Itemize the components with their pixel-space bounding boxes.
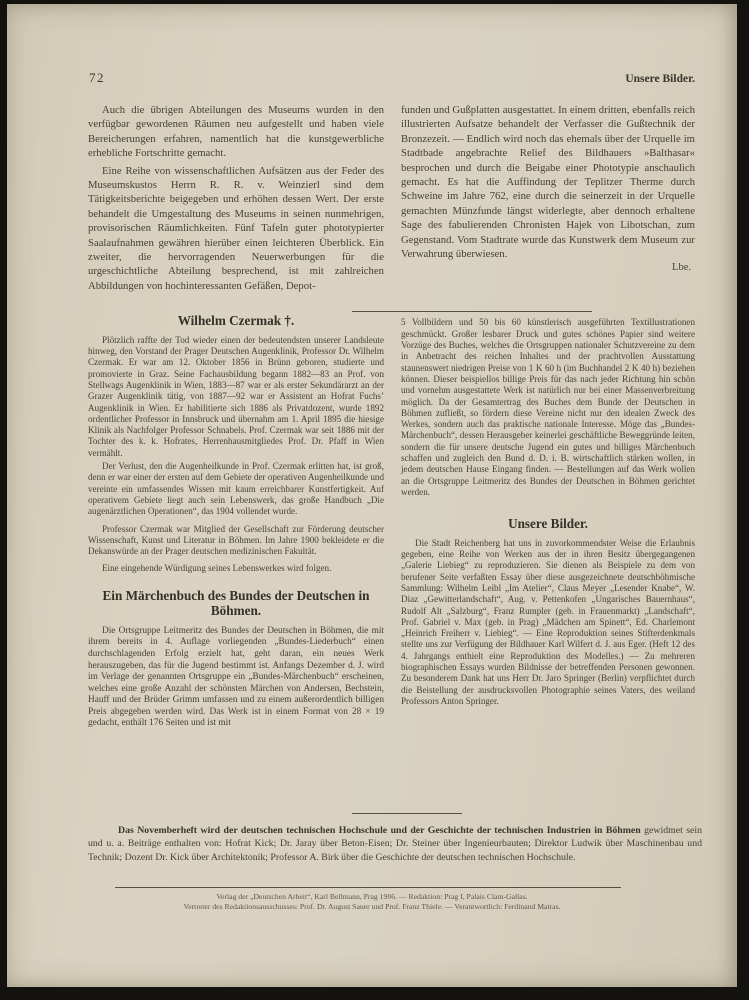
obituary-heading: Wilhelm Czermak †. [177,313,295,329]
november-note-rest: gewidmet sein und u. a. Beiträge enthalten von: Hofrat Kick; Dr. Jaray über Beton-Eisen; Dr. Steiner über Ingenieurbauten; Direktor Ludwik über Maschinenbau und Technik; Dozent Dr. Kick über Architektonik; Professor A. Birk über die Geschichte der deutschen technischen Hochschule. [88,825,703,863]
maerchenbuch-heading: Ein Märchenbuch des Bundes der Deutschen in Böhmen. [102,587,370,619]
page-number: 72 [89,70,105,85]
section-divider-rule [352,813,462,814]
section-divider-rule [352,311,592,312]
author-signature: Lbe. [672,262,691,274]
obituary-paragraph-4: Eine eingehende Würdigung seines Lebenswerkes wird folgen. [102,563,332,574]
left-column [88,103,384,730]
imprint-line-2: Vertreter des Redaktionsausschusses: Prof. Dr. August Sauer und Prof. Franz Thiele. — Verantwortlich: Ferdinand Matras. [183,902,561,912]
obituary-paragraph-3: Professor Czermak war Mitglied der Gesellschaft zur Förderung deutscher Wissenschaft, Kunst und Literatur in Böhmen. Im Jahre 1900 bekleidete er die Dekanswürde an der Prager deutschen medizinischen Fakultät. [88,523,384,557]
museum-paragraph-continuation: funden und Gußplatten ausgestattet. In einem dritten, ebenfalls reich illustrierten Aufsatze behandelt der Verfasser die Gußtechnik der Bronzezeit. — Endlich wird noch das ehemals über der Urquelle im Stadtbade angebrachte Relief des Bildhauers »Balthasar« besprochen und durch die Beigabe einer Phototypie anschaulich gemacht. Es hat die Auffindung der Teplitzer Therme durch Schweine im Jahre 762, eine durch die seinerzeit in der Urquelle gemachten Münzfunde längst widerlegte, aber dennoch erhaltene Sage des fabulierenden Chronisten Hajek von Libotschan, zum Gegenstand. Vom Stadtrate wurde das Kunstwerk dem Museum zur Verwahrung überwiesen. [401,104,695,261]
running-title: Unsere Bilder. [625,73,695,85]
obituary-paragraph-2: Der Verlust, den die Augenheilkunde in Prof. Czermak erlitten hat, ist groß, denn er war einer der ersten auf dem Gebiete der operativen Augenheilkunde und vereinte ein umfassendes Wissen mit kaum erreichbarer Kunstfertigkeit. Auf operativem Gebiete liegt auch sein Lebenswerk, das große Handbuch „Die augenärztlichen Operationen“, das 1904 vollendet wurde. [88,461,384,517]
museum-paragraph-1: Auch die übrigen Abteilungen des Museums wurden in den verfügbar gewordenen Räumen neu aufgestellt und haben viele Bereicherungen erfahren, namentlich hat die kunstgewerbliche erhebliche Fortschritte gemacht. [88,104,384,160]
unsere-bilder-paragraph: Die Stadt Reichenberg hat uns in zuvorkommendster Weise die Erlaubnis gegeben, eine Reihe von Werken aus der in ihren Besitz übergegangenen „Galerie Liebieg“ zu reproduzieren. Sie dienen als Beispiele zu dem von berufener Seite verfaßten Essay über diese ausgezeichnete deutschböhmische Sammlung: Wilhelm Leibl „Im Atelier“, Claus Meyer „Lesender Knabe“, W. Diaz „Gewitterlandschaft“, Aug. v. Pettenkofen „Ungarisches Bauernhaus“, Rudolf Alt „Salzburg“, Franz Rumpler (geb. in Frauenmarkt) „Landschaft“, Prof. Gabriel v. Max (geb. in Prag) „Mädchen am Spinett“, Ed. Charlemont „Heinrich Freiherr v. Liebieg“. — Eine Reproduktion seines Stifterdenkmals stellte uns zur Verfügung der Bildhauer Karl Wilfert d. J. aus Eger. (Heft 12 des 4. Jahrgangs enthielt eine Reproduktion des Modelles.) — Zu mehreren biographischen Essays wurden Bildnisse der betreffenden Personen gewonnen. Zu besonderem Dank hat uns Herr Dr. Jaro Springer (Berlin) verpflichtet durch die Beistellung der ausdrucksvollen Photographie seines Vaters, des weiland Professors Anton Springer. [401,537,695,706]
november-note-lead: Das Novemberheft wird der deutschen technischen Hochschule und der Geschichte der technischen Industrien in Böhmen [118,825,641,836]
imprint-line-1: Verlag der „Deutschen Arbeit“, Karl Bellmann, Prag 1906. — Redaktion: Prag I, Palais Clam-Gallas. [216,892,528,901]
scanned-journal-page [7,4,737,987]
imprint-divider-rule [115,887,621,888]
november-issue-note [88,824,702,864]
right-column [401,103,695,707]
museum-paragraph-2: Eine Reihe von wissenschaftlichen Aufsätzen aus der Feder des Museumskustos Herrn R. R. v. Weinzierl sind dem Tätigkeitsberichte beigegeben und erhöhen dessen Wert. Der erste behandelt die Umgestaltung des Museums in seinen nunmehrigen, provisorischen Räumlichkeiten. Fünf Tafeln guter phototypierter Saalaufnahmen gewähren hierüber einen leichteren Überblick. Ein zweiter, die hervorragenden Neuerwerbungen für die urgeschichtliche Abteilung besprechend, ist mit zahlreichen Abbildungen von hochinteressanten Gefäßen, Depot- [88,164,384,292]
maerchenbuch-paragraph-continuation: 5 Vollbildern und 50 bis 60 künstlerisch ausgeführten Textillustrationen geschmückt. Großer lesbarer Druck und gutes schönes Papier sind weitere Vorzüge des Buches, welches die Ortsgruppen nationaler Schutzvereine zu dem in Anbetracht des reichen Inhaltes und der prachtvollen Ausstattung staunenswert niedrigen Preise von 1 K 60 h (im Buchhandel 2 K 40 h) beziehen können. Dieser beispiellos billige Preis für das nach jeder Richtung hin schön und vornehm ausgestattete Werk ist natürlich nur bei einer Massenverbreitung möglich. Da der Gesamtertrag des Buches dem Bunde der Deutschen in Böhmen zufließt, so fördern diese Vereine nicht nur den idealen Zweck des Werkes, sondern auch das praktische nationale Interesse. Möge das „Bundes-Märchenbuch“, dessen Herausgeber keinerlei geschäftliche Beweggründe leiten, sondern die für unsere deutsche Jugend ein gutes und billiges Märchenbuch schaffen und zugleich den Bund d. D. i. B. wirtschaftlich stärken wollen, in jedem deutschen Hause Eingang finden. — Bestellungen auf das Werk wollen an die Ortsgruppe Leitmeritz des Bundes der Deutschen in Böhmen gerichtet werden. [401,317,695,497]
unsere-bilder-heading: Unsere Bilder. [508,516,588,532]
maerchenbuch-paragraph: Die Ortsgruppe Leitmeritz des Bundes der Deutschen in Böhmen, die mit ihrem bereits in 4. Auflage vorliegenden „Bundes-Liederbuch“ einen durchschlagenden Erfolg erzielt hat, geht daran, ein neues Werk herauszugeben, das für die Jugend bestimmt ist. Anfangs Dezember d. J. wird im Verlage der genannten Ortsgruppe ein „Bundes-Märchenbuch“ erscheinen, welches eine große Anzahl der schönsten Märchen von Andersen, Bechstein, Hauff und der Brüder Grimm umfassen und zu einem außerordentlich billigen Preis abgegeben werden wird. Das Werk ist in einem Format von 28 × 19 gedacht, enthält 176 Seiten und ist mit [88,625,384,729]
imprint [7,892,737,912]
obituary-paragraph-1: Plötzlich raffte der Tod wieder einen der bedeutendsten unserer Landsleute hinweg, den Vorstand der Prager Deutschen Augenklinik, Professor Dr. Wilhelm Czermak. Er war am 12. Oktober 1856 in Brünn geboren, studierte und promovierte in Graz. Seine Fachausbildung begann 1882—83 an Prof. von Stellwags Augenklinik in Wien, 1883—87 war er als erster Sekundärarzt an der Grazer Augenklinik tätig, von 1887—92 war er Assistent an Hofrat Fuchs’ Augenklinik in Wien. Er habilitierte sich 1886 als Privatdozent, wurde 1892 ordentlicher Professor in Innsbruck und übernahm am 1. April 1895 die hiesige Klinik als Nachfolger Professor Schnabels. Prof. Czermak war seit 1886 mit der Tochter des k. k. Hofrates, Herrenhausmitgliedes Prof. Dr. Pfaff in Wien vermählt. [88,334,384,458]
